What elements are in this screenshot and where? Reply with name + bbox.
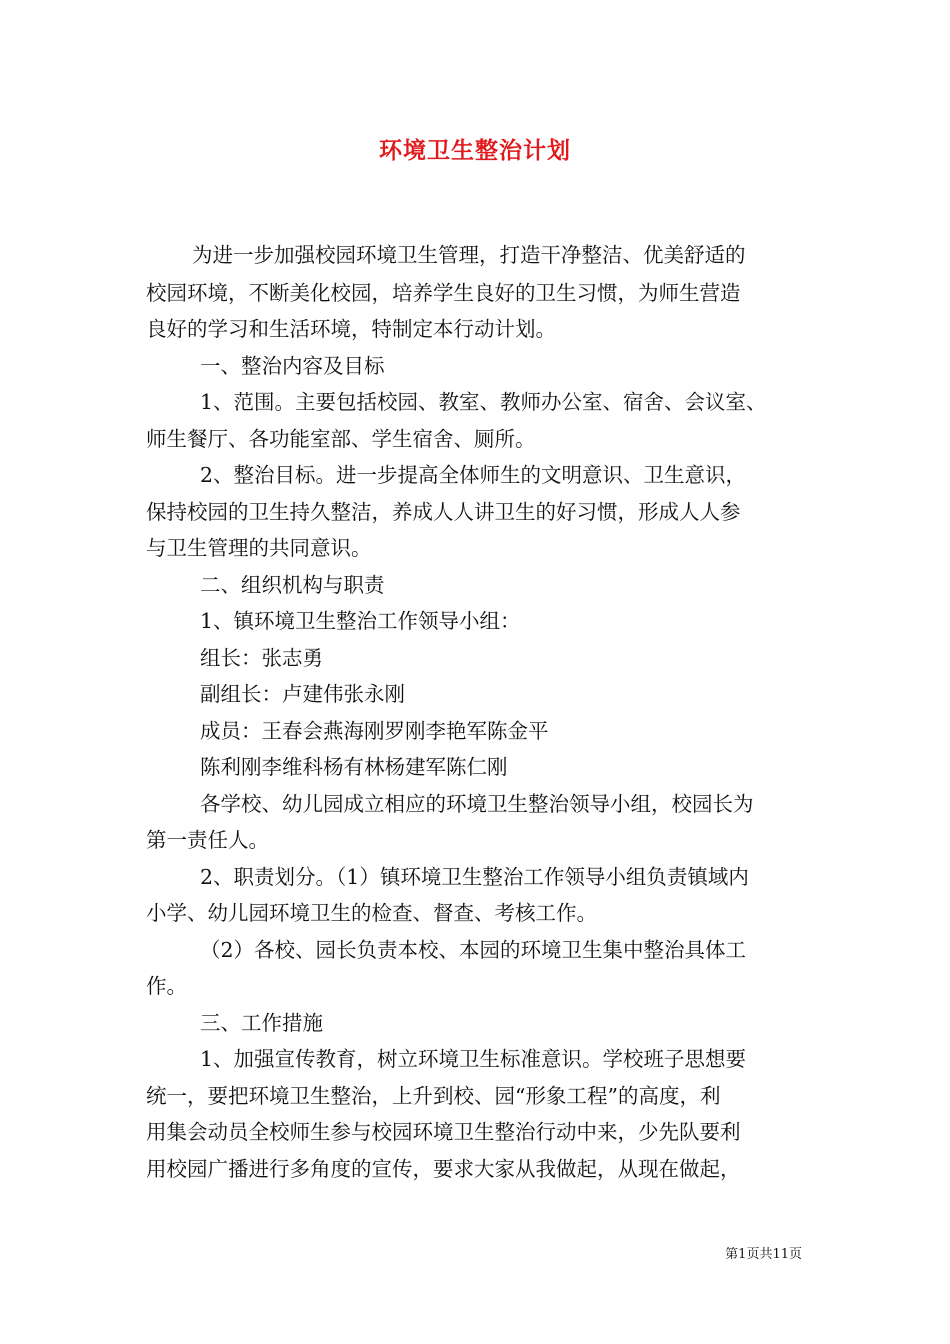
text-line-18: 2、职责划分。（1）镇环境卫生整治工作领导小组负责镇域内: [200, 865, 749, 889]
document-title: 环境卫生整治计划: [379, 137, 571, 164]
text-line-8: 保持校园的卫生持久整洁，养成人人讲卫生的好习惯，形成人人参: [146, 500, 741, 524]
text-line-3: 良好的学习和生活环境，特制定本行动计划。: [146, 317, 556, 341]
text-line-24: 统一，要把环境卫生整治，上升到校、园“形象工程”的高度，利: [146, 1084, 721, 1108]
text-line-9: 与卫生管理的共同意识。: [146, 536, 372, 560]
text-line-20: （2）各校、园长负责本校、本园的环境卫生集中整治具体工: [200, 938, 747, 962]
text-line-19: 小学、幼儿园环境卫生的检查、督查、考核工作。: [146, 901, 597, 925]
text-line-12: 组长：张志勇: [200, 646, 323, 670]
section-heading-3: 三、工作措施: [200, 1011, 323, 1035]
text-line-21: 作。: [146, 974, 187, 998]
section-heading-2: 二、组织机构与职责: [200, 573, 385, 597]
text-line-17: 第一责任人。: [146, 828, 269, 852]
text-line-25: 用集会动员全校师生参与校园环境卫生整治行动中来，少先队要利: [146, 1120, 741, 1144]
text-line-26: 用校园广播进行多角度的宣传，要求大家从我做起，从现在做起，: [146, 1157, 741, 1181]
text-line-23: 1、加强宣传教育，树立环境卫生标准意识。学校班子思想要: [200, 1047, 747, 1071]
text-line-11: 1、镇环境卫生整治工作领导小组：: [200, 609, 521, 633]
section-heading-1: 一、整治内容及目标: [200, 354, 385, 378]
text-line-13: 副组长：卢建伟张永刚: [200, 682, 405, 706]
text-line-7: 2、整治目标。进一步提高全体师生的文明意识、卫生意识，: [200, 463, 747, 487]
text-line-16: 各学校、幼儿园成立相应的环境卫生整治领导小组，校园长为: [200, 792, 754, 816]
text-line-15: 陈利刚李维科杨有林杨建军陈仁刚: [200, 755, 508, 779]
text-line-6: 师生餐厅、各功能室部、学生宿舍、厕所。: [146, 427, 536, 451]
text-line-5: 1、范围。主要包括校园、教室、教师办公室、宿舍、会议室、: [200, 390, 767, 414]
text-line-2: 校园环境，不断美化校园，培养学生良好的卫生习惯，为师生营造: [146, 281, 741, 305]
text-line-1: 为进一步加强校园环境卫生管理，打造干净整洁、优美舒适的: [192, 243, 746, 267]
page-number: 第1页共11页: [725, 1247, 802, 1262]
text-line-14: 成员：王春会燕海刚罗刚李艳军陈金平: [200, 719, 549, 743]
